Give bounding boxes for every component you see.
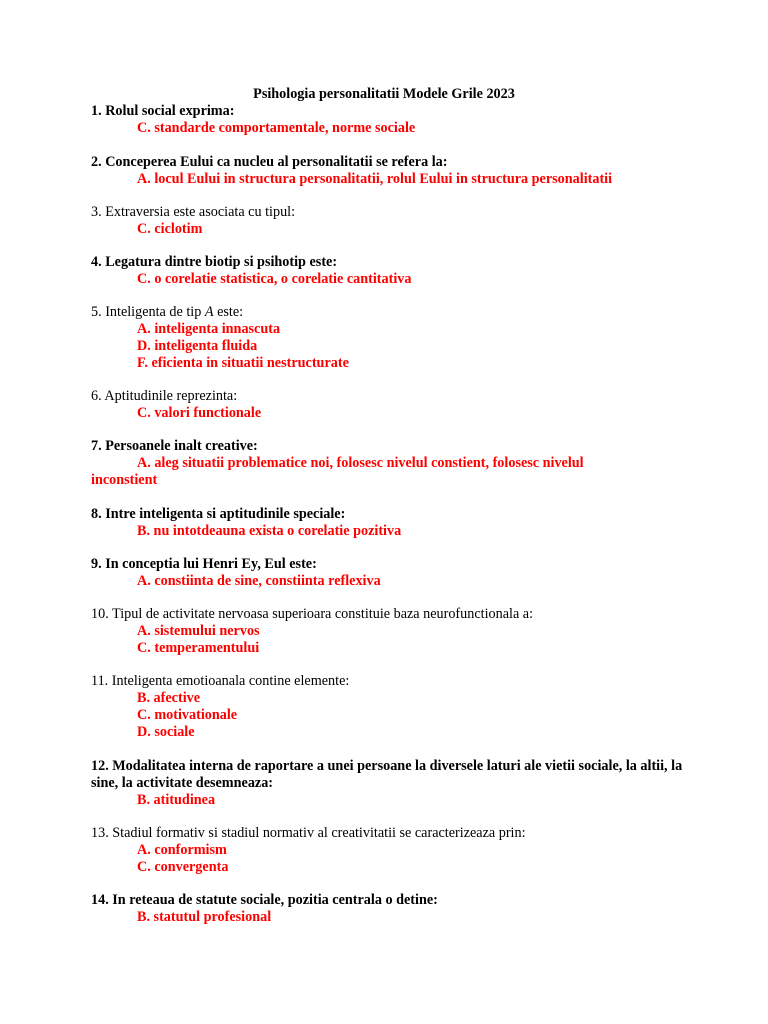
question-text: 13. Stadiul formativ si stadiul normativ al creativitatii se caracterizeaza prin:	[91, 825, 526, 841]
question-text: 12. Modalitatea interna de raportare a unei persoane la diversele laturi ale vietii sociale, la altii, la sine, la activitate desemneaza:	[91, 758, 683, 791]
answer: C. valori functionale	[137, 405, 262, 421]
answer: B. atitudinea	[137, 792, 216, 808]
document-title: Psihologia personalitatii Modele Grile 2023	[253, 86, 515, 102]
answer: C. standarde comportamentale, norme sociale	[137, 120, 416, 136]
question-9	[91, 556, 691, 590]
question-5	[91, 304, 691, 372]
question-12	[91, 758, 691, 809]
question-7	[91, 438, 691, 489]
question-text: 7. Persoanele inalt creative:	[91, 438, 258, 454]
question-13	[91, 825, 691, 876]
answer: D. inteligenta fluida	[137, 338, 258, 354]
question-1	[91, 103, 691, 137]
answer: A. sistemului nervos	[137, 623, 260, 639]
question-text: 6. Aptitudinile reprezinta:	[91, 388, 238, 404]
question-text: 5. Inteligenta de tip A este:	[91, 304, 244, 320]
question-text: 10. Tipul de activitate nervoasa superioara constituie baza neurofunctionala a:	[91, 606, 534, 622]
answer: C. temperamentului	[137, 640, 260, 656]
question-text: 9. In conceptia lui Henri Ey, Eul este:	[91, 556, 317, 572]
answer: F. eficienta in situatii nestructurate	[137, 355, 349, 371]
question-8	[91, 506, 691, 540]
question-2	[91, 154, 691, 188]
answer: B. nu intotdeauna exista o corelatie pozitiva	[137, 523, 402, 539]
answer: C. ciclotim	[137, 221, 203, 237]
answer: C. motivationale	[137, 707, 238, 723]
answer: C. o corelatie statistica, o corelatie cantitativa	[137, 271, 412, 287]
answer: D. sociale	[137, 724, 195, 740]
answer: A. inteligenta innascuta	[137, 321, 281, 337]
answer: B. afective	[137, 690, 201, 706]
answer: B. statutul profesional	[137, 909, 272, 925]
answer: A. locul Eului in structura personalitatii, rolul Eului in structura personalitatii	[137, 171, 613, 187]
question-3	[91, 204, 691, 238]
question-text: 11. Inteligenta emotioanala contine elemente:	[91, 673, 350, 689]
question-text: 14. In reteaua de statute sociale, pozitia centrala o detine:	[91, 892, 438, 908]
question-text: 4. Legatura dintre biotip si psihotip este:	[91, 254, 338, 270]
question-14	[91, 892, 691, 926]
question-text: 8. Intre inteligenta si aptitudinile speciale:	[91, 506, 346, 522]
answer: A. conformism	[137, 842, 227, 858]
question-10	[91, 606, 691, 657]
question-11	[91, 673, 691, 741]
question-text: 3. Extraversia este asociata cu tipul:	[91, 204, 296, 220]
question-4	[91, 254, 691, 288]
answer: C. convergenta	[137, 859, 229, 875]
answer: A. constiinta de sine, constiinta reflexiva	[137, 573, 381, 589]
question-6	[91, 388, 691, 422]
question-text: 2. Conceperea Eului ca nucleu al personalitatii se refera la:	[91, 154, 448, 170]
question-text: 1. Rolul social exprima:	[91, 103, 235, 119]
answer: A. aleg situatii problematice noi, folosesc nivelul constient, folosesc nivelul inconstient	[91, 455, 584, 488]
